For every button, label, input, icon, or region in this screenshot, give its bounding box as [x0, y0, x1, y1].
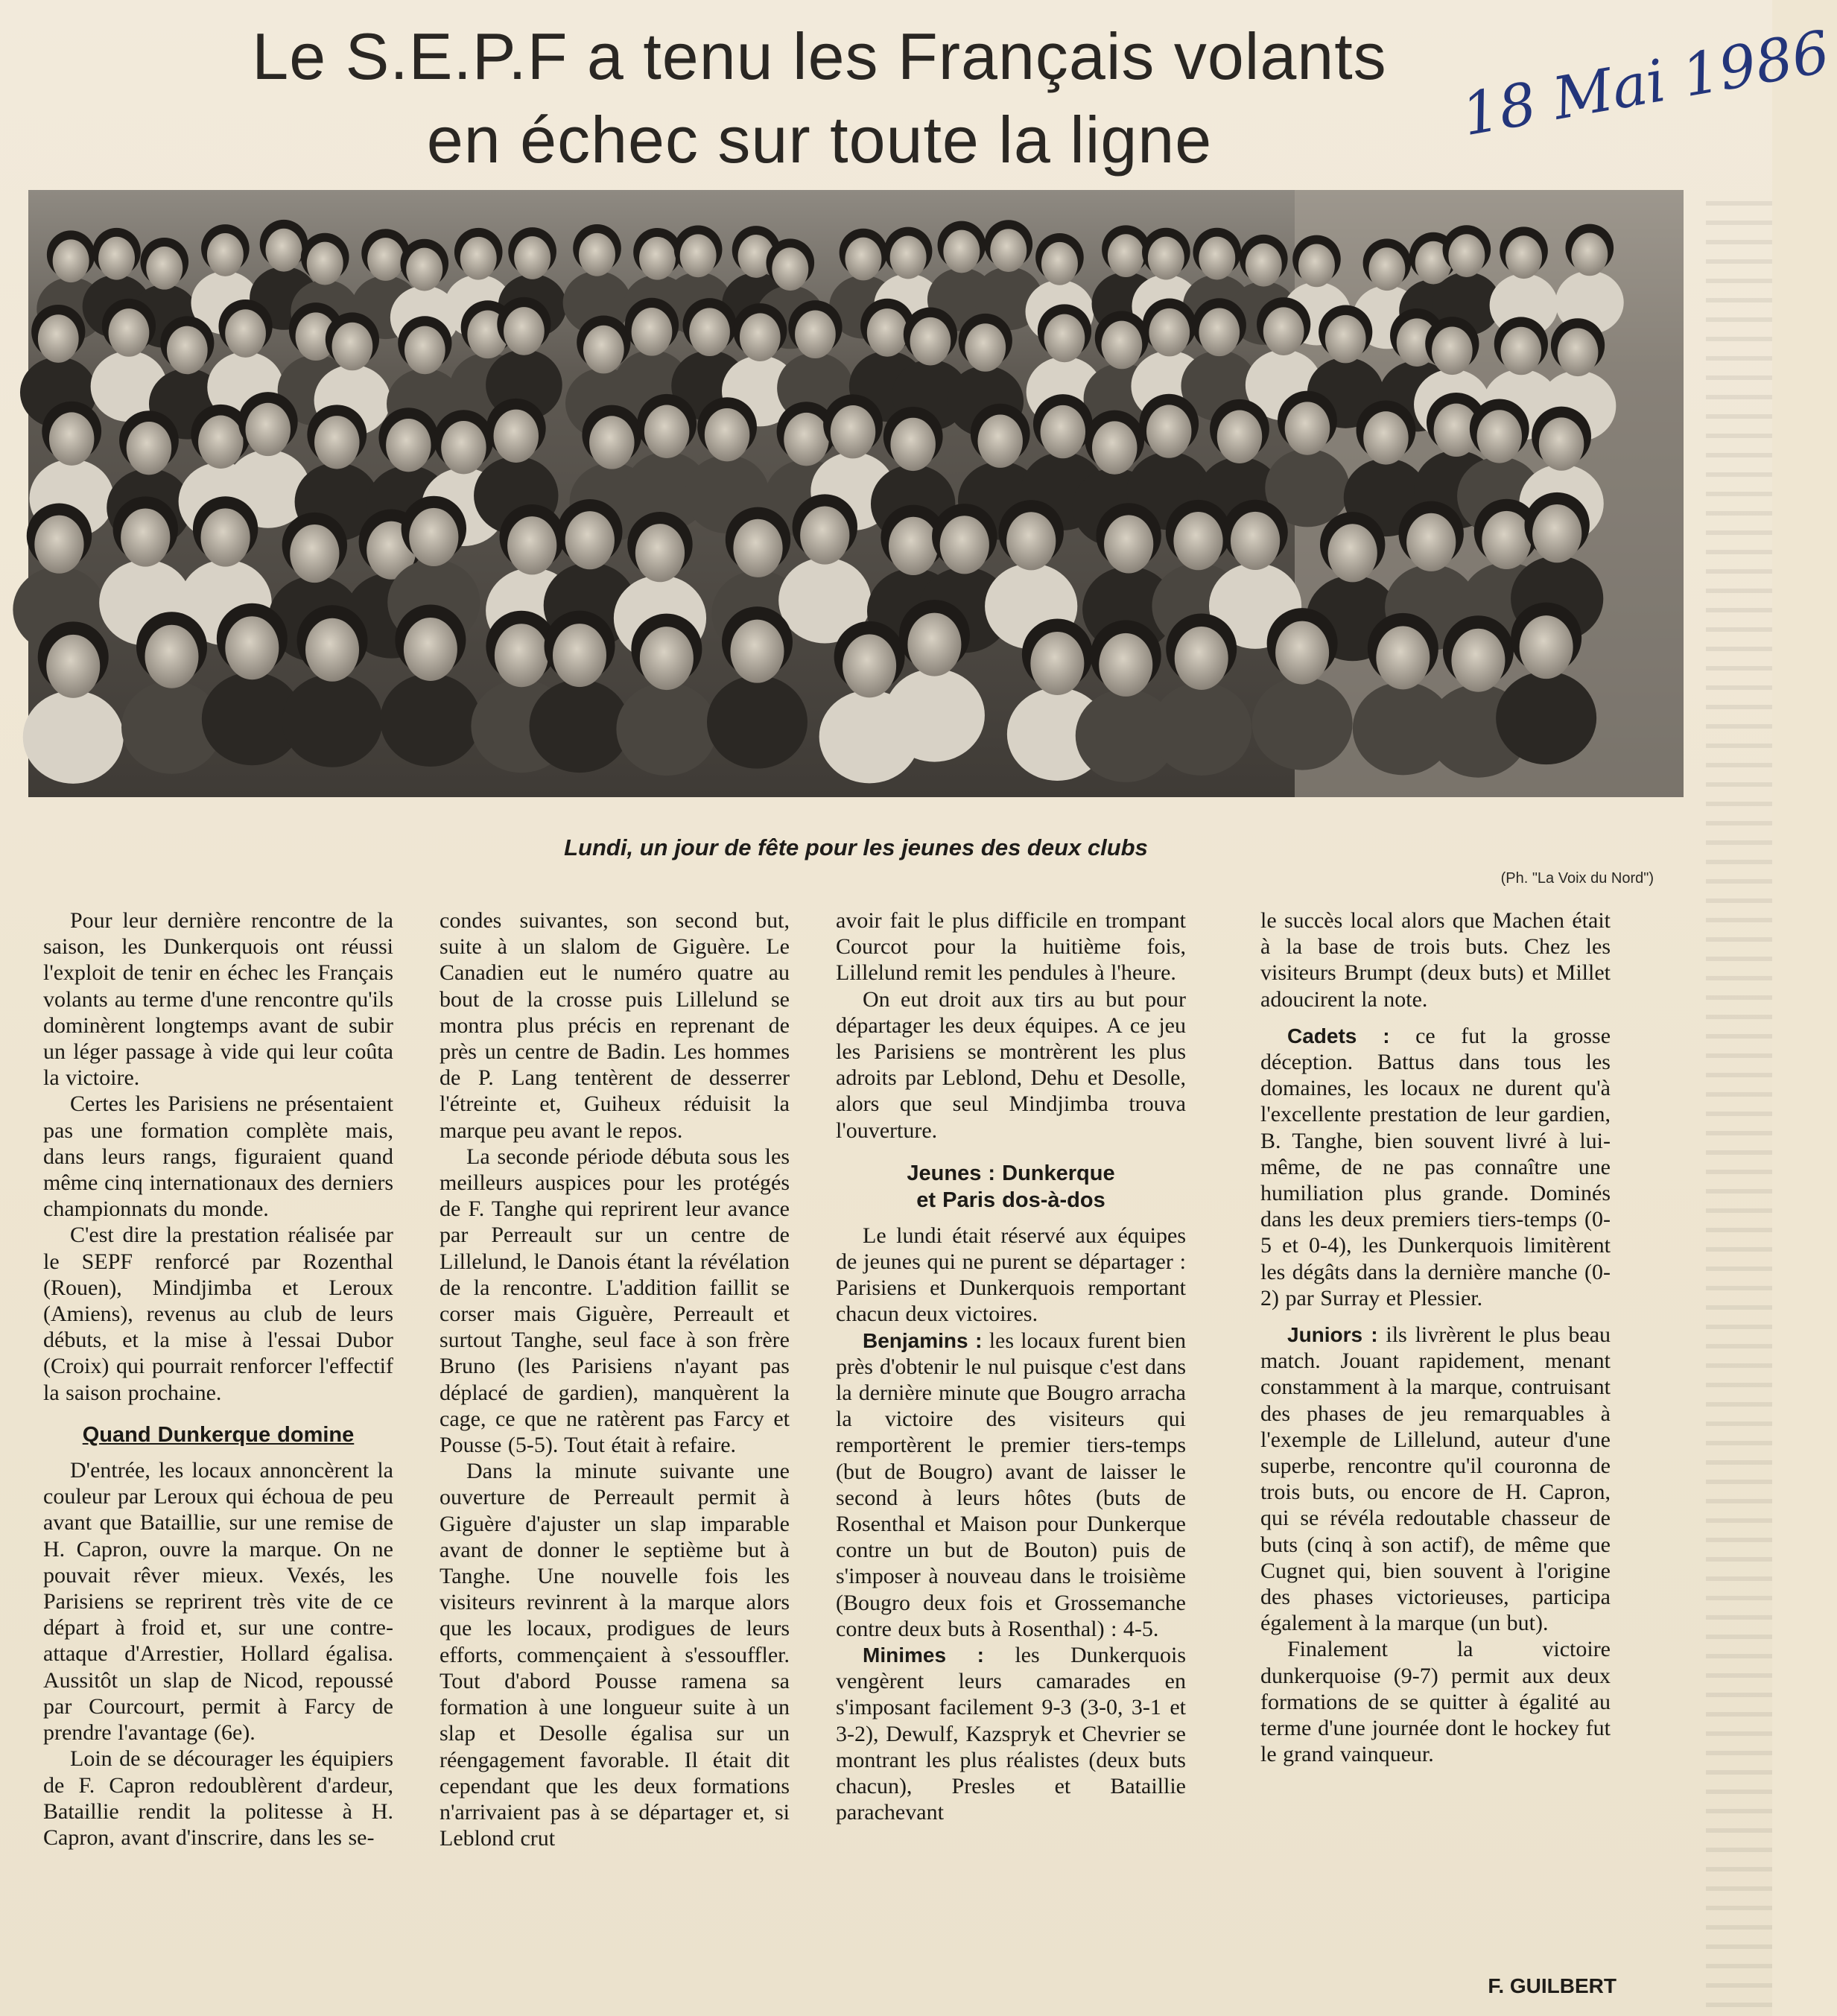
person-face	[644, 405, 689, 458]
photo-credit: (Ph. "La Voix du Nord")	[1500, 870, 1654, 887]
paragraph-minimes	[836, 1642, 1186, 1825]
person-face	[943, 230, 980, 273]
person-face	[1451, 629, 1505, 692]
person-face	[1298, 244, 1335, 287]
person-face	[1539, 417, 1584, 470]
paragraph-text: ils livrèrent le plus beau match. Jouant rapidement, menant constamment à la marque, contruisant des phases de jeu remarquables à l'exemple de Lillelund, auteur d'une superbe, rencontre qu'il couronna de trois buts, ou encore de H. Capron, qui se révéla redoutable chasseur de buts (cinq à son actif), de même que Cugnet qui, bien souvent à l'origine des phases victorieuses, participa également à la marque (un but).	[1260, 1322, 1611, 1636]
person-body	[707, 676, 808, 769]
person-face	[34, 516, 83, 574]
person-face	[46, 635, 100, 698]
person-face	[38, 314, 79, 363]
person-face	[307, 242, 343, 285]
person-face	[121, 508, 170, 566]
person-face	[1263, 307, 1304, 355]
crowd-photo-illustration	[28, 190, 1684, 797]
person-face	[98, 237, 135, 280]
person-face	[1285, 402, 1330, 454]
person-face	[1108, 234, 1144, 277]
person-face	[504, 307, 545, 355]
person-face	[1406, 513, 1456, 571]
person-face	[889, 517, 938, 575]
person-face	[1368, 247, 1405, 291]
subheading: Quand Dunkerque domine	[82, 1422, 355, 1447]
person-face	[495, 624, 548, 687]
person-face	[246, 403, 291, 456]
person-face	[146, 247, 183, 290]
person-face	[1148, 237, 1184, 280]
photo-caption: Lundi, un jour de fête pour les jeunes des deux clubs	[564, 834, 1148, 860]
person-face	[640, 627, 694, 690]
lead-label: Benjamins :	[863, 1328, 983, 1352]
paragraph: Pour leur dernière rencontre de la saison, les Dunkerquois ont réussi l'exploit de tenir en échec les Français volants au terme d'une rencontre qu'ils dominèrent longtemps avant de subir un léger passage à vide qui leur coûta la victoire.	[43, 908, 393, 1091]
person-face	[890, 236, 927, 279]
person-body	[616, 682, 717, 776]
person-face	[589, 416, 634, 469]
person-face	[314, 416, 359, 469]
subheading-line-2: et Paris dos-à-dos	[916, 1188, 1105, 1212]
person-body	[23, 691, 124, 784]
person-face	[772, 247, 808, 291]
person-face	[494, 410, 539, 463]
person-face	[867, 308, 908, 357]
person-face	[1448, 234, 1485, 277]
person-face	[1175, 627, 1228, 690]
person-face	[1482, 511, 1531, 569]
person-face	[907, 613, 961, 676]
person-face	[977, 414, 1022, 467]
person-face	[207, 233, 244, 276]
person-face	[940, 516, 989, 574]
paragraph: On eut droit aux tirs au but pour départager les deux équipes. A ce jeu les Parisiens se montrèrent les plus adroits par Leblond, Dehu et Desolle, alors que seul Mindjimba trouva l'ouverture.	[836, 986, 1186, 1143]
person-face	[1041, 242, 1078, 285]
paragraph-benjamins	[836, 1328, 1186, 1642]
author-signature: F. GUILBERT	[1488, 1974, 1617, 1997]
person-face	[404, 618, 457, 681]
person-face	[200, 508, 250, 566]
paragraph-text: les Dunkerquois vengèrent leurs camarades en s'imposant facilement 9-3 (3-0, 3-1 et 3-2), Dewulf, Kazspryk et Chevrier se montrant les plus réalistes (deux buts chacun), Presles et Bataillie parachevant	[836, 1643, 1186, 1825]
team-photo	[28, 190, 1684, 797]
person-face	[635, 524, 685, 582]
person-face	[507, 516, 556, 574]
person-face	[49, 412, 94, 465]
person-face	[1102, 321, 1143, 370]
paragraph: le succès local alors que Machen était à la base de trois buts. Chez les visiteurs Brumpt (deux buts) et Millet adoucirent la note.	[1260, 908, 1611, 1012]
article-column-4	[1260, 907, 1611, 1768]
headline	[112, 15, 1527, 182]
person-face	[1363, 411, 1408, 464]
person-face	[1041, 405, 1085, 458]
person-face	[553, 624, 606, 687]
person-face	[1432, 326, 1473, 375]
person-face	[404, 326, 445, 375]
article-column-1	[43, 907, 393, 1851]
person-face	[1532, 504, 1581, 562]
person-body	[1252, 677, 1353, 770]
person-face	[1044, 314, 1085, 363]
person-face	[109, 308, 150, 357]
paragraph: condes suivantes, son second but, suite à un slalom de Giguère. Le Canadien eut le numéro quatre au bout de la crosse puis Lillelund se montra plus précis en reprenant de près un centre de Badin. Les hommes de P. Lang tentèrent de desserrer l'étreinte et, Guiheux réduisit la marque peu avant le repos.	[440, 908, 790, 1143]
person-face	[1149, 308, 1190, 357]
person-face	[795, 310, 836, 358]
person-face	[1217, 411, 1262, 463]
paragraph: Loin de se décourager les équipiers de F. Capron redoublèrent d'ardeur, Bataillie rendit la politesse à H. Capron, avant d'inscrire, dans les se-	[43, 1746, 393, 1850]
person-face	[1173, 512, 1222, 570]
person-face	[332, 323, 373, 371]
person-face	[145, 625, 198, 688]
lead-label: Minimes :	[863, 1643, 984, 1667]
person-face	[565, 511, 615, 569]
person-body	[380, 673, 480, 767]
paragraph: Le lundi était réservé aux équipes de jeunes qui ne purent se départager : Parisiens et Dunkerquois remportant chacun deux victoires.	[836, 1223, 1186, 1327]
person-face	[1199, 237, 1235, 280]
person-face	[1006, 512, 1056, 570]
person-face	[1246, 244, 1282, 287]
paragraph: avoir fait le plus difficile en trompant Courcot pour la huitième fois, Lillelund remit les pendules à l'heure.	[836, 908, 1186, 986]
paragraph-text: les locaux furent bien près d'obtenir le nul puisque c'est dans la dernière minute que Bougro arracha la victoire des visiteurs qui remportèrent le premier tiers-temps (but de Bougro) avant de laisser le second à leurs hôtes (buts de Rosenthal et Maison pour Dunkerque contre un but de Bouton) puis de s'imposer à nouveau dans le troisième (Bougro deux fois et Grossemanche contre deux buts à Rosenthal) : 4-5.	[836, 1328, 1187, 1641]
article-column-2	[440, 907, 790, 1851]
subheading	[836, 1160, 1186, 1214]
person-face	[1275, 621, 1329, 685]
article-column-3	[836, 907, 1186, 1826]
person-face	[441, 421, 486, 474]
person-body	[884, 669, 985, 762]
person-face	[680, 234, 717, 277]
paragraph: Certes les Parisiens ne présentaient pas une formation complète mais, dans leurs rangs, figuraient quand même cinq internationaux des derniers championnats du monde.	[43, 1091, 393, 1222]
headline-line-2: en échec sur toute la ligne	[426, 103, 1213, 177]
paragraph: C'est dire la prestation réalisée par le SEPF renforcé par Rozenthal (Rouen), Mindjimba et Leroux (Amiens), revenus au club de leurs débuts, et la mise à l'essai Dubor (Croix) qui pourrait renforcer l'effectif la saison prochaine.	[43, 1223, 393, 1405]
paragraph: La seconde période débuta sous les meilleurs auspices pour les protégés de F. Tanghe qui reprirent leur avance par Perreault sur un centre de Lillelund, le Danois étant la révélation de la rencontre. L'addition faillit se corser mais Giguère, Perreault et surtout Tanghe, seul face à son frère Bruno (les Parisiens n'ayant pas déplacé de gardien), manquèrent la cage, ce que ne ratèrent pas Farcy et Pousse (5-5). Tout était à refaire.	[440, 1144, 790, 1458]
person-face	[965, 323, 1006, 372]
person-face	[1506, 235, 1542, 279]
person-face	[1099, 633, 1152, 697]
subheading-line-1: Jeunes : Dunkerque	[907, 1161, 1115, 1185]
person-face	[1477, 410, 1522, 463]
person-face	[784, 413, 828, 466]
person-face	[460, 237, 497, 280]
person-face	[632, 308, 673, 356]
person-body	[1151, 682, 1251, 776]
person-face	[1325, 315, 1366, 364]
person-face	[1376, 626, 1430, 689]
person-body	[1496, 671, 1596, 764]
person-face	[1520, 615, 1573, 679]
person-face	[127, 422, 171, 475]
lead-label: Juniors :	[1287, 1323, 1378, 1347]
person-face	[1030, 632, 1084, 695]
person-face	[733, 519, 782, 577]
person-face	[225, 616, 279, 679]
headline-line-1: Le S.E.P.F a tenu les Français volants	[252, 19, 1387, 93]
person-face	[406, 248, 442, 291]
person-face	[305, 618, 359, 682]
person-face	[167, 326, 208, 375]
person-face	[1199, 308, 1240, 357]
person-face	[705, 408, 749, 461]
adjacent-page-bleed	[1706, 186, 1772, 2016]
person-face	[910, 317, 951, 366]
paragraph: Finalement la victoire dunkerquoise (9-7) permit aux deux formations de se quitter à égalité au terme d'une journée dont le hockey fut le grand vainqueur.	[1260, 1637, 1611, 1767]
person-face	[514, 236, 551, 279]
paragraph: Dans la minute suivante une ouverture de Perreault permit à Giguère d'ajuster un slap imparable avant de donner le septième but à Tanghe. Une nouvelle fois les visiteurs revinrent à la marque alors que les locaux, prodigues de leurs efforts, commençaient à s'essouffler. Tout d'abord Pousse ramena sa formation à une longueur suite à un slap et Desolle égalisa sur un réengagement favorable. Il était dit cependant que les deux formations n'arrivaient pas à se départager et, si Leblond crut	[440, 1459, 790, 1851]
paragraph-cadets	[1260, 1023, 1611, 1311]
person-face	[990, 229, 1027, 272]
person-face	[290, 524, 339, 583]
paragraph: D'entrée, les locaux annoncèrent la couleur par Leroux qui échoua de peu avant que Bataillie, sur une remise de H. Capron, ouvre la marque. On ne pouvait rêver mieux. Vexés, les Parisiens se reprirent très vite de ce départ à froid et, sur une contre-attaque d'Arrestier, Hollard égalisa. Aussitôt un slap de Nicod, repoussé par Courcourt, permit à Farcy de prendre l'avantage (6e).	[43, 1458, 393, 1746]
lead-label: Cadets :	[1287, 1024, 1390, 1047]
person-face	[639, 237, 676, 280]
person-face	[266, 229, 302, 272]
person-face	[831, 405, 875, 458]
handwritten-date: 18 Mai 1986	[1456, 19, 1835, 150]
person-face	[53, 239, 89, 282]
person-body	[282, 674, 383, 767]
person-face	[1104, 515, 1153, 573]
paragraph-text: ce fut la grosse déception. Battus dans tous les domaines, les locaux ne durent qu'à l'excellente prestation de leur gardien, B. Tanghe, bien souvent livré à lui-même, de ne pas connaître une humiliation plus grande. Dominés dans les deux premiers tiers-temps (0-5 et 0-4), les Dunkerquois limitèrent les dégâts dans la dernière manche (0-2) par Surray et Plessier.	[1260, 1023, 1611, 1310]
person-body	[530, 679, 630, 773]
person-face	[1558, 329, 1599, 377]
person-face	[800, 506, 849, 564]
person-face	[730, 620, 784, 683]
person-face	[583, 326, 624, 374]
person-face	[1231, 512, 1280, 570]
person-face	[198, 416, 243, 469]
person-face	[1500, 327, 1541, 375]
person-face	[225, 309, 266, 358]
paragraph-juniors	[1260, 1322, 1611, 1636]
person-face	[1571, 233, 1608, 276]
person-face	[843, 634, 896, 697]
person-face	[845, 238, 881, 281]
person-face	[1146, 405, 1191, 457]
person-face	[890, 418, 935, 471]
person-face	[689, 308, 730, 356]
person-face	[740, 313, 781, 361]
person-face	[579, 233, 615, 276]
person-face	[1092, 421, 1137, 474]
person-face	[386, 419, 431, 472]
person-face	[1328, 524, 1377, 582]
person-face	[367, 238, 404, 281]
person-face	[409, 508, 458, 566]
